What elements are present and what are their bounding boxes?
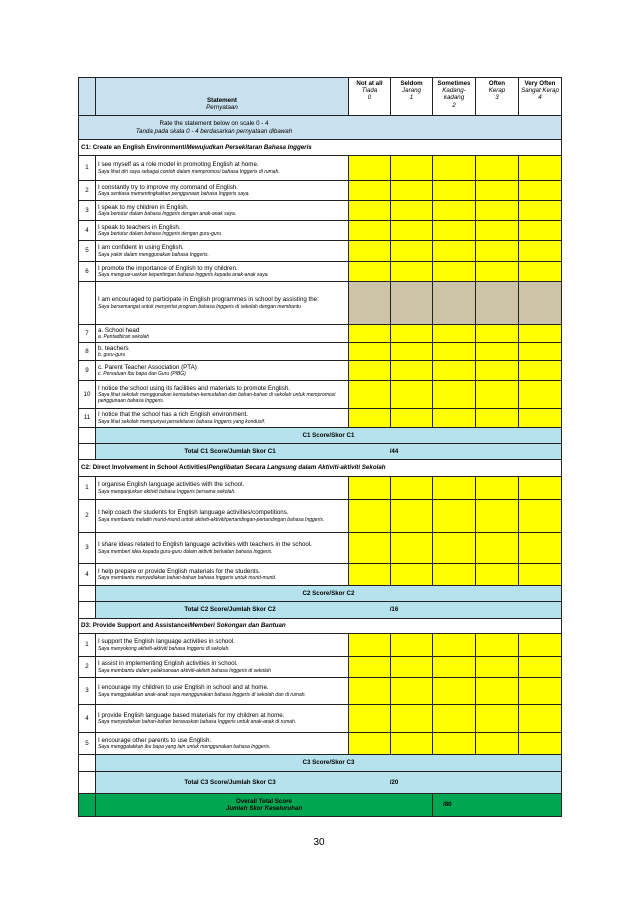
rating-cell-4[interactable] bbox=[519, 343, 562, 361]
statement-en: I notice that the school has a rich English environment. bbox=[98, 411, 248, 419]
rating-cell-2[interactable] bbox=[433, 156, 476, 181]
blank bbox=[79, 794, 96, 817]
rating-cell-0[interactable] bbox=[349, 705, 391, 733]
score-row-c3 bbox=[79, 755, 562, 772]
section-title bbox=[79, 460, 562, 477]
total-label bbox=[96, 444, 562, 460]
scale-text-ms: Tanda pada skala 0 - 4 berdasarkan pernyataan dibawah bbox=[135, 127, 293, 135]
col-value: 2 bbox=[452, 101, 456, 109]
statement-row bbox=[79, 181, 562, 201]
rating-cell-0[interactable] bbox=[349, 564, 391, 586]
rating-cell-1[interactable] bbox=[391, 705, 433, 733]
rating-cell-4[interactable] bbox=[519, 678, 562, 705]
statement-ms: Saya membantu dalam pelaksanaan aktiviti-aktiviti bahasa Inggeris di sekolah bbox=[98, 667, 271, 674]
rating-cell-3[interactable] bbox=[476, 181, 519, 201]
rating-cell-3[interactable] bbox=[476, 325, 519, 343]
rating-cell-2[interactable] bbox=[433, 634, 476, 657]
rating-cell-2[interactable] bbox=[433, 733, 476, 755]
rating-cell-3[interactable] bbox=[476, 657, 519, 678]
statement-cell bbox=[96, 500, 349, 533]
statement-en: I organise English language activities with the school. bbox=[98, 481, 245, 489]
rating-cell-0[interactable] bbox=[349, 221, 391, 241]
rating-cell-4[interactable] bbox=[519, 657, 562, 678]
rating-cell-2[interactable] bbox=[433, 409, 476, 428]
blank bbox=[79, 772, 96, 794]
statement-ms: Saya bersemangat untuk menyertai program bahasa Inggeris di sekolah dengan membantu bbox=[98, 303, 301, 310]
col-label: Sometimes bbox=[437, 80, 471, 87]
statement-cell bbox=[96, 343, 349, 361]
statement-ms: Saya lihat sekolah mempunyai persekitaran bahasa Inggeris yang kondusif. bbox=[98, 418, 266, 425]
header-row bbox=[79, 78, 562, 116]
col-value: 0 bbox=[367, 94, 372, 102]
statement-row bbox=[79, 477, 562, 500]
rating-cell-1[interactable] bbox=[391, 533, 433, 564]
col-label-ms: Tiada bbox=[361, 87, 378, 95]
statement-en: I notice the school using its facilities and materials to promote English. bbox=[98, 384, 290, 392]
rating-cell-1[interactable] bbox=[391, 678, 433, 705]
rating-cell-0[interactable] bbox=[349, 325, 391, 343]
statement-en: I speak to my children in English. bbox=[98, 203, 189, 211]
blank bbox=[79, 428, 96, 444]
rating-cell-4[interactable] bbox=[519, 381, 562, 409]
statement-row bbox=[79, 201, 562, 221]
section-header-d3 bbox=[79, 619, 562, 634]
statement-ms: Saya bertutur dalam bahasa Inggeris dengan guru-guru bbox=[98, 231, 222, 238]
statement-ms: Saya menggalakkan ibu bapa yang lain untuk menggunakan bahasa Inggeris. bbox=[98, 744, 271, 751]
statement-row bbox=[79, 564, 562, 586]
statement-cell bbox=[96, 241, 349, 262]
rating-cell-4[interactable] bbox=[519, 733, 562, 755]
rating-cell-3[interactable] bbox=[476, 564, 519, 586]
total-text: Total C3 Score/Jumlah Skor C3 bbox=[184, 778, 276, 786]
row-number bbox=[79, 282, 96, 325]
statement-label: Statement bbox=[207, 96, 237, 104]
overall-en: Overall Total Score bbox=[236, 797, 292, 805]
col-label: Seldom bbox=[400, 80, 423, 87]
rating-cell-4[interactable] bbox=[519, 500, 562, 533]
row-number: 2 bbox=[79, 657, 96, 678]
total-text: Total C1 Score/Jumlah Skor C1 bbox=[184, 447, 276, 455]
statement-row bbox=[79, 381, 562, 409]
rating-cell-1[interactable] bbox=[391, 221, 433, 241]
blank bbox=[79, 755, 96, 772]
blank bbox=[79, 444, 96, 460]
rating-cell-3[interactable] bbox=[476, 733, 519, 755]
rating-cell-1[interactable] bbox=[391, 477, 433, 500]
rating-cell-4[interactable] bbox=[519, 409, 562, 428]
rating-cell-4[interactable] bbox=[519, 361, 562, 381]
row-number: 4 bbox=[79, 705, 96, 733]
statement-row bbox=[79, 634, 562, 657]
rating-cell-2[interactable] bbox=[433, 201, 476, 221]
col-label-ms: Kadang-kadang bbox=[442, 87, 466, 102]
statement-ms: Saya memberi idea kepada guru-guru dalam aktiviti berkaitan bahasa Inggeris. bbox=[98, 548, 273, 555]
statement-en: c. Parent Teacher Association (PTA) bbox=[98, 363, 197, 371]
rating-cell-2[interactable] bbox=[433, 361, 476, 381]
rating-cell-3[interactable] bbox=[476, 221, 519, 241]
total-value: /20 bbox=[389, 778, 399, 786]
statement-en: I provide English language based materials for my children at home. bbox=[98, 711, 285, 719]
section-header-c2 bbox=[79, 460, 562, 477]
total-text: Total C2 Score/Jumlah Skor C2 bbox=[184, 606, 276, 614]
statement-cell bbox=[96, 201, 349, 221]
row-number: 8 bbox=[79, 343, 96, 361]
scale-text: Rate the statement below on scale 0 - 4 bbox=[159, 120, 269, 128]
rating-cell-3[interactable] bbox=[476, 201, 519, 221]
rating-cell-3[interactable] bbox=[476, 477, 519, 500]
statement-en: I see myself as a role model in promoting English at home. bbox=[98, 161, 259, 169]
statement-row bbox=[79, 657, 562, 678]
page-number: 30 bbox=[313, 837, 325, 848]
rating-cell-3[interactable] bbox=[476, 241, 519, 262]
total-row-c3 bbox=[79, 772, 562, 794]
rating-cell-2[interactable] bbox=[433, 241, 476, 262]
statement-ms: Saya menyediakan bahan-bahan berasaskan bahasa Inggeris untuk anak-anak di rumah. bbox=[98, 719, 297, 726]
rating-cell-4[interactable] bbox=[519, 705, 562, 733]
rating-cell-1[interactable] bbox=[391, 381, 433, 409]
statement-row bbox=[79, 262, 562, 282]
rating-cell-1[interactable] bbox=[391, 181, 433, 201]
score-label: C3 Score/Skor C3 bbox=[96, 755, 562, 772]
row-number: 2 bbox=[79, 500, 96, 533]
statement-ms: Saya menyokong aktiviti-aktiviti bahasa Inggeris di sekolah. bbox=[98, 645, 230, 652]
rating-cell-0[interactable] bbox=[349, 533, 391, 564]
rating-cell-3[interactable] bbox=[476, 533, 519, 564]
statement-cell bbox=[96, 325, 349, 343]
row-number: 4 bbox=[79, 221, 96, 241]
statement-row bbox=[79, 325, 562, 343]
row-number: 4 bbox=[79, 564, 96, 586]
col-header-2 bbox=[433, 78, 476, 116]
statement-row bbox=[79, 705, 562, 733]
statement-cell bbox=[96, 361, 349, 381]
col-value: 1 bbox=[409, 94, 414, 102]
shaded-cell bbox=[391, 282, 433, 325]
statement-en: I speak to teachers in English. bbox=[98, 223, 181, 231]
rating-cell-3[interactable] bbox=[476, 705, 519, 733]
statement-cell bbox=[96, 282, 349, 325]
rating-cell-0[interactable] bbox=[349, 381, 391, 409]
statement-ms: Saya menguar-uarkan kepentingan bahasa Inggeris kepada anak-anak saya. bbox=[98, 272, 269, 279]
section-header-c1 bbox=[79, 140, 562, 156]
statement-row bbox=[79, 361, 562, 381]
rating-cell-1[interactable] bbox=[391, 201, 433, 221]
row-number: 6 bbox=[79, 262, 96, 282]
rating-cell-3[interactable] bbox=[476, 361, 519, 381]
col-label-ms: Jarang bbox=[402, 87, 421, 95]
col-label: Not at all bbox=[356, 80, 383, 87]
statement-en: I assist in implementing English activities in school. bbox=[98, 660, 238, 668]
rating-cell-0[interactable] bbox=[349, 733, 391, 755]
rating-cell-3[interactable] bbox=[476, 500, 519, 533]
statement-row bbox=[79, 241, 562, 262]
rating-cell-2[interactable] bbox=[433, 325, 476, 343]
rating-cell-0[interactable] bbox=[349, 634, 391, 657]
shaded-cell bbox=[433, 282, 476, 325]
score-label: C2 Score/Skor C2 bbox=[96, 586, 562, 602]
row-number: 1 bbox=[79, 634, 96, 657]
statement-ms: Saya membantu menyediakan bahan-bahan bahasa Inggeris untuk murid-murid. bbox=[98, 575, 277, 582]
statement-ms: c. Persatuan Ibu bapa dan Guru (PIBG) bbox=[98, 371, 186, 378]
rating-cell-0[interactable] bbox=[349, 262, 391, 282]
statement-row bbox=[79, 533, 562, 564]
row-number: 3 bbox=[79, 678, 96, 705]
rating-cell-0[interactable] bbox=[349, 409, 391, 428]
section-title-en: C1: Create an English Environment/ bbox=[81, 143, 187, 151]
row-number: 9 bbox=[79, 361, 96, 381]
rating-cell-4[interactable] bbox=[519, 564, 562, 586]
rating-cell-1[interactable] bbox=[391, 262, 433, 282]
rating-cell-2[interactable] bbox=[433, 343, 476, 361]
rating-cell-4[interactable] bbox=[519, 477, 562, 500]
row-number: 3 bbox=[79, 201, 96, 221]
score-label: C1 Score/Skor C1 bbox=[96, 428, 562, 444]
encouraged-row bbox=[79, 282, 562, 325]
section-title-ms: Memberi Sokongan dan Bantuan bbox=[189, 622, 286, 630]
rating-cell-4[interactable] bbox=[519, 221, 562, 241]
statement-en: I am confident in using English. bbox=[98, 244, 184, 252]
score-row-c1 bbox=[79, 428, 562, 444]
row-number: 5 bbox=[79, 733, 96, 755]
rating-cell-0[interactable] bbox=[349, 201, 391, 221]
row-number: 7 bbox=[79, 325, 96, 343]
overall-row bbox=[79, 794, 562, 817]
row-number: 11 bbox=[79, 409, 96, 428]
statement-ms: b. guru-guru bbox=[98, 352, 126, 359]
rating-cell-4[interactable] bbox=[519, 181, 562, 201]
rating-cell-0[interactable] bbox=[349, 657, 391, 678]
col-header-4 bbox=[519, 78, 562, 116]
statement-cell bbox=[96, 262, 349, 282]
section-title bbox=[79, 140, 562, 156]
rating-cell-0[interactable] bbox=[349, 181, 391, 201]
section-title-en: D3: Provide Support and Assistance/ bbox=[81, 622, 190, 630]
scale-row bbox=[79, 116, 562, 140]
statement-en: I encourage other parents to use English. bbox=[98, 736, 212, 744]
statement-ms: Saya membantu melatih murid-murid untuk aktiviti-aktiviti/pertandingan-pertandingan bahasa Inggeris. bbox=[98, 516, 325, 523]
rating-cell-1[interactable] bbox=[391, 409, 433, 428]
scale-instruction bbox=[79, 116, 562, 140]
statement-ms: Saya menganjurkan aktiviti bahasa Inggeris bersama sekolah. bbox=[98, 488, 236, 495]
rating-cell-0[interactable] bbox=[349, 361, 391, 381]
header-blank bbox=[79, 78, 96, 116]
total-label bbox=[96, 772, 562, 794]
rating-cell-0[interactable] bbox=[349, 678, 391, 705]
rating-cell-0[interactable] bbox=[349, 343, 391, 361]
statement-cell bbox=[96, 221, 349, 241]
statement-en: I share ideas related to English language activities with teachers in the school. bbox=[98, 541, 312, 549]
statement-row bbox=[79, 343, 562, 361]
rating-cell-2[interactable] bbox=[433, 477, 476, 500]
statement-row bbox=[79, 678, 562, 705]
statement-ms: a. Pentadbiran sekolah bbox=[98, 334, 150, 341]
overall-value: /80 bbox=[433, 794, 562, 817]
shaded-cell bbox=[349, 282, 391, 325]
statement-cell bbox=[96, 705, 349, 733]
rating-cell-1[interactable] bbox=[391, 634, 433, 657]
statement-en: I promote the importance of English to my children. bbox=[98, 264, 238, 272]
rating-cell-4[interactable] bbox=[519, 201, 562, 221]
rating-cell-0[interactable] bbox=[349, 156, 391, 181]
rating-cell-2[interactable] bbox=[433, 564, 476, 586]
rating-cell-0[interactable] bbox=[349, 241, 391, 262]
rating-cell-1[interactable] bbox=[391, 733, 433, 755]
statement-en: I support the English language activities in school. bbox=[98, 638, 235, 646]
rating-cell-4[interactable] bbox=[519, 325, 562, 343]
rating-cell-3[interactable] bbox=[476, 678, 519, 705]
statement-ms: Saya lihat sekolah menggunakan kemudahan-kemudahan dan bahan-bahan di sekolah untuk mempromosi penggunaan bahasa Inggeris. bbox=[98, 392, 336, 405]
overall-label bbox=[96, 794, 433, 817]
rating-table bbox=[78, 77, 562, 817]
statement-cell bbox=[96, 678, 349, 705]
statement-row bbox=[79, 500, 562, 533]
rating-cell-3[interactable] bbox=[476, 409, 519, 428]
statement-en: b. teachers bbox=[98, 344, 129, 352]
statement-cell bbox=[96, 181, 349, 201]
statement-en: I am encouraged to participate in English programmes in school by assisting the: bbox=[98, 296, 319, 304]
row-number: 1 bbox=[79, 477, 96, 500]
statement-en: I help coach the students for English language activities/competitions. bbox=[98, 509, 289, 517]
col-label: Often bbox=[488, 80, 506, 87]
statement-row bbox=[79, 221, 562, 241]
rating-cell-4[interactable] bbox=[519, 533, 562, 564]
rating-cell-1[interactable] bbox=[391, 325, 433, 343]
rating-cell-2[interactable] bbox=[433, 678, 476, 705]
col-header-3 bbox=[476, 78, 519, 116]
statement-cell bbox=[96, 156, 349, 181]
section-title-ms: Penglibatan Secara Langsung dalam Aktiviti-aktiviti Sekolah bbox=[208, 464, 386, 472]
statement-row bbox=[79, 733, 562, 755]
statement-cell bbox=[96, 381, 349, 409]
statement-cell bbox=[96, 733, 349, 755]
rating-cell-2[interactable] bbox=[433, 221, 476, 241]
rating-cell-4[interactable] bbox=[519, 241, 562, 262]
rating-cell-3[interactable] bbox=[476, 634, 519, 657]
rating-cell-4[interactable] bbox=[519, 634, 562, 657]
rating-cell-4[interactable] bbox=[519, 262, 562, 282]
rating-cell-3[interactable] bbox=[476, 381, 519, 409]
statement-en: a. School head bbox=[98, 326, 140, 334]
rating-cell-2[interactable] bbox=[433, 381, 476, 409]
statement-en: I constantly try to improve my command of English. bbox=[98, 183, 238, 191]
col-label-ms: Sangat Kerap bbox=[521, 87, 559, 95]
rating-cell-1[interactable] bbox=[391, 657, 433, 678]
col-label-ms: Kerap bbox=[488, 87, 506, 95]
rating-cell-2[interactable] bbox=[433, 705, 476, 733]
rating-cell-3[interactable] bbox=[476, 156, 519, 181]
total-label bbox=[96, 602, 562, 619]
rating-cell-2[interactable] bbox=[433, 533, 476, 564]
shaded-cell bbox=[519, 282, 562, 325]
blank bbox=[79, 602, 96, 619]
section-title bbox=[79, 619, 562, 634]
statement-en: I help prepare or provide English materials for the students. bbox=[98, 567, 261, 575]
rating-cell-2[interactable] bbox=[433, 262, 476, 282]
rating-cell-4[interactable] bbox=[519, 156, 562, 181]
statement-ms: Saya yakin dalam menggunakan bahasa Inggeris. bbox=[98, 251, 209, 258]
score-row-c2 bbox=[79, 586, 562, 602]
row-number: 5 bbox=[79, 241, 96, 262]
rating-cell-0[interactable] bbox=[349, 500, 391, 533]
col-label: Very Often bbox=[524, 80, 556, 87]
rating-cell-2[interactable] bbox=[433, 500, 476, 533]
row-number: 1 bbox=[79, 156, 96, 181]
section-title-ms: Mewujudkan Persekitaran Bahasa Inggeris bbox=[186, 143, 312, 151]
rating-cell-3[interactable] bbox=[476, 262, 519, 282]
rating-cell-2[interactable] bbox=[433, 181, 476, 201]
statement-ms: Saya menggalakkan anak-anak saya menggunakan bahasa Inggeris di sekolah dan di rumah. bbox=[98, 691, 306, 698]
statement-row bbox=[79, 156, 562, 181]
total-row-c2 bbox=[79, 602, 562, 619]
rating-cell-0[interactable] bbox=[349, 477, 391, 500]
statement-en: I encourage my children to use English in school and at home. bbox=[98, 684, 269, 692]
statement-label-ms: Pernyataan bbox=[206, 103, 238, 111]
section-title-en: C2: Direct Involvement in School Activities/ bbox=[81, 464, 209, 472]
total-value: /16 bbox=[389, 606, 399, 614]
statement-cell bbox=[96, 533, 349, 564]
statement-cell bbox=[96, 477, 349, 500]
col-value: 3 bbox=[495, 94, 499, 102]
statement-row bbox=[79, 409, 562, 428]
rating-cell-1[interactable] bbox=[391, 241, 433, 262]
statement-ms: Saya bertutur dalam bahasa Inggeris dengan anak-anak saya. bbox=[98, 211, 237, 218]
total-value: /44 bbox=[389, 447, 399, 455]
statement-ms: Saya sentiasa mementingkatkan penggunaan bahasa Inggeris saya. bbox=[98, 191, 250, 198]
rating-cell-2[interactable] bbox=[433, 657, 476, 678]
rating-cell-1[interactable] bbox=[391, 156, 433, 181]
statement-cell bbox=[96, 634, 349, 657]
overall-ms: Jumlah Skor Keseluruhan bbox=[225, 805, 303, 812]
statement-cell bbox=[96, 409, 349, 428]
shaded-cell bbox=[476, 282, 519, 325]
statement-header bbox=[96, 78, 349, 116]
rating-cell-1[interactable] bbox=[391, 343, 433, 361]
rating-cell-3[interactable] bbox=[476, 343, 519, 361]
row-number: 3 bbox=[79, 533, 96, 564]
rating-cell-1[interactable] bbox=[391, 564, 433, 586]
total-row-c1 bbox=[79, 444, 562, 460]
blank bbox=[79, 586, 96, 602]
col-value: 4 bbox=[538, 94, 542, 102]
rating-cell-1[interactable] bbox=[391, 361, 433, 381]
statement-ms: Saya lihat diri saya sebagai contoh dalam mempromosi bahasa Inggeris di rumah. bbox=[98, 168, 280, 175]
rating-cell-1[interactable] bbox=[391, 500, 433, 533]
statement-cell bbox=[96, 657, 349, 678]
col-header-1 bbox=[391, 78, 433, 116]
row-number: 10 bbox=[79, 381, 96, 409]
col-header-0 bbox=[349, 78, 391, 116]
statement-cell bbox=[96, 564, 349, 586]
row-number: 2 bbox=[79, 181, 96, 201]
